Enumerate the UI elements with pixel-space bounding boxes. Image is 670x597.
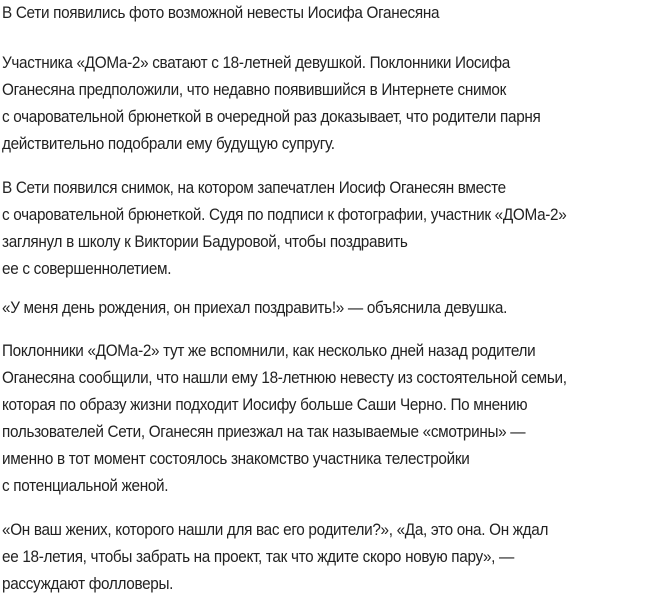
text-line: действительно подобрали ему будущую супругу.: [2, 134, 335, 153]
text-line: Участника «ДОМа-2» сватают с 18-летней девушкой. Поклонники Иосифа: [2, 53, 510, 72]
text-line: «Он ваш жених, которого нашли для вас его родители?», «Да, это она. Он ждал: [2, 520, 549, 539]
text-line: заглянул в школу к Виктории Бадуровой, чтобы поздравить: [2, 232, 408, 251]
text-line: Поклонники «ДОМа-2» тут же вспомнили, как несколько дней назад родители: [2, 341, 536, 360]
text-line: которая по образу жизни подходит Иосифу больше Саши Черно. По мнению: [2, 395, 528, 414]
text-line: пользователей Сети, Оганесян приезжал на так называемые «смотрины» —: [2, 422, 526, 441]
text-line: ее с совершеннолетием.: [2, 259, 172, 278]
text-line: с очаровательной брюнеткой в очередной раз доказывает, что родители парня: [2, 107, 541, 126]
paragraph-2: [2, 174, 566, 282]
text-line: с потенциальной женой.: [2, 476, 169, 495]
paragraph-3-quote: [2, 294, 507, 321]
text-line: Оганесяна предположили, что недавно появившийся в Интернете снимок: [2, 80, 507, 99]
text-line: В Сети появился снимок, на котором запечатлен Иосиф Оганесян вместе: [2, 178, 506, 197]
text-line: ее 18-летия, чтобы забрать на проект, так что ждите скоро новую пару», —: [2, 547, 515, 566]
paragraph-4: [2, 337, 567, 499]
article-title: В Сети появились фото возможной невесты Иосифа Оганесяна: [2, 3, 440, 22]
paragraph-1: [2, 49, 541, 157]
text-line: «У меня день рождения, он приехал поздравить!» — объяснила девушка.: [2, 298, 508, 317]
text-line: именно в тот момент состоялось знакомство участника телестройки: [2, 449, 470, 468]
text-line: рассуждают фолловеры.: [2, 574, 174, 593]
text-line: с очаровательной брюнеткой. Судя по подписи к фотографии, участник «ДОМа-2»: [2, 205, 567, 224]
paragraph-5-quotes: [2, 516, 548, 597]
text-line: Оганесяна сообщили, что нашли ему 18-летнюю невесту из состоятельной семьи,: [2, 368, 567, 387]
article: [0, 2, 670, 593]
